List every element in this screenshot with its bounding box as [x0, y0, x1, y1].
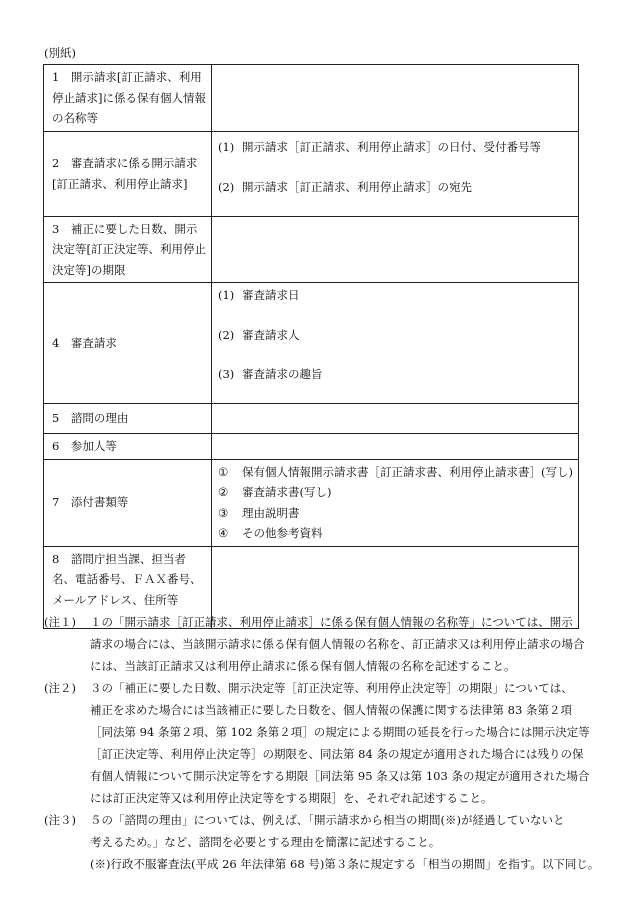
note-1	[44, 611, 590, 677]
note-first-line: １の「開示請求［訂正請求、利用停止請求］に係る保有個人情報の名称等」については、開示	[90, 615, 573, 629]
item-number: ④	[218, 526, 229, 540]
item-number: (3)	[218, 367, 235, 381]
row-7-item-3	[218, 503, 572, 524]
form-table	[43, 64, 579, 629]
row-5-value	[212, 404, 579, 434]
row-6-label: 6 参加人等	[44, 434, 212, 460]
row-7-item-1	[218, 462, 572, 483]
note-first-line: ３の「補正に要した日数、開示決定等［訂正決定等、利用停止決定等］の期限」については、	[90, 681, 573, 695]
table-row	[44, 131, 579, 216]
row-4-item-3	[218, 364, 572, 385]
footnote: (※)行政不服審査法(平成 26 年法律第 68 号)第３条に規定する「相当の期間」を指す。以下同じ。	[90, 857, 600, 871]
row-4-value	[212, 283, 579, 404]
table-row	[44, 459, 579, 546]
item-number: (1)	[218, 288, 235, 302]
row-7-item-2	[218, 482, 572, 503]
item-text: その他参考資料	[242, 526, 323, 540]
row-7-item-4	[218, 523, 572, 544]
item-text: 審査請求書(写し)	[242, 485, 332, 499]
note-2	[44, 677, 590, 809]
note-label: (注２)	[44, 681, 76, 695]
item-number: ③	[218, 505, 229, 520]
item-text: 保有個人情報開示請求書［訂正請求書、利用停止請求書］(写し)	[242, 464, 573, 479]
note-first-line: ５の「諮問の理由」については、例えば、「開示請求から相当の期間(※)が経過していないと	[90, 813, 565, 827]
row-4-item-2	[218, 325, 572, 346]
table-row	[44, 216, 579, 283]
row-2-label: 2 審査請求に係る開示請求[訂正請求、利用停止請求]	[44, 131, 212, 216]
note-label: (注３)	[44, 813, 76, 827]
row-4-item-1	[218, 285, 572, 306]
item-text: 審査請求日	[242, 288, 300, 302]
note-body	[90, 611, 590, 677]
table-row	[44, 404, 579, 434]
note-body	[90, 677, 590, 809]
notes-section	[44, 611, 600, 875]
note-3	[44, 809, 590, 853]
table-row	[44, 434, 579, 460]
note-continuation: 請求の場合には、当該開示請求に係る保有個人情報の名称を、訂正請求又は利用停止請求の場合には、当該訂正請求又は利用停止請求に係る保有個人情報の名称を記述すること。	[90, 637, 585, 673]
item-text: 開示請求［訂正請求、利用停止請求］の宛先	[242, 180, 472, 194]
row-2-item-1	[218, 137, 572, 158]
row-2-item-2	[218, 177, 572, 198]
item-number: ①	[218, 464, 229, 479]
row-1-label: 1 開示請求[訂正請求、利用停止請求]に係る保有個人情報の名称等	[44, 65, 212, 132]
item-text: 開示請求［訂正請求、利用停止請求］の日付、受付番号等	[242, 139, 541, 154]
note-continuation: 補正を求めた場合には当該補正に要した日数を、個人情報の保護に関する法律第 83 条第２項［同法第 94 条第２項、第 102 条第２項］の規定による期間の延長を行った場合には開示決定等［訂正決定等、利用停止決定等］の期限を、同法第 84 条の規定が適用された場合には残りの保有個人情報について開示決定等をする期限［同法第 95 条又は第 103 条の規定が適用された場合には訂正決定等又は利用停止決定等をする期限］を、それぞれ記述すること。	[90, 703, 590, 805]
note-continuation: 考えるため。」など、諮問を必要とする理由を簡潔に記述すること。	[90, 835, 441, 849]
item-number: (2)	[218, 180, 235, 194]
row-5-label: 5 諮問の理由	[44, 404, 212, 434]
item-number: ②	[218, 485, 229, 499]
item-text: 審査請求人	[242, 327, 300, 342]
item-number: (1)	[218, 139, 235, 154]
row-8-label: 8 諮問庁担当課、担当者名、電話番号、ＦＡＸ番号、メールアドレス、住所等	[44, 546, 212, 628]
item-text: 審査請求の趣旨	[242, 367, 323, 381]
row-4-label: 4 審査請求	[44, 283, 212, 404]
row-7-value	[212, 459, 579, 546]
item-text: 理由説明書	[242, 505, 300, 520]
note-body	[90, 809, 590, 853]
table-row	[44, 283, 579, 404]
row-6-value	[212, 434, 579, 460]
table-row	[44, 65, 579, 132]
row-1-value	[212, 65, 579, 132]
attached-sheet-label: (別紙)	[44, 46, 76, 60]
note-label: (注１)	[44, 615, 76, 629]
row-7-label: 7 添付書類等	[44, 459, 212, 546]
row-3-label: 3 補正に要した日数、開示決定等[訂正決定等、利用停止決定等]の期限	[44, 216, 212, 283]
row-2-value	[212, 131, 579, 216]
item-number: (2)	[218, 327, 235, 342]
row-3-value	[212, 216, 579, 283]
